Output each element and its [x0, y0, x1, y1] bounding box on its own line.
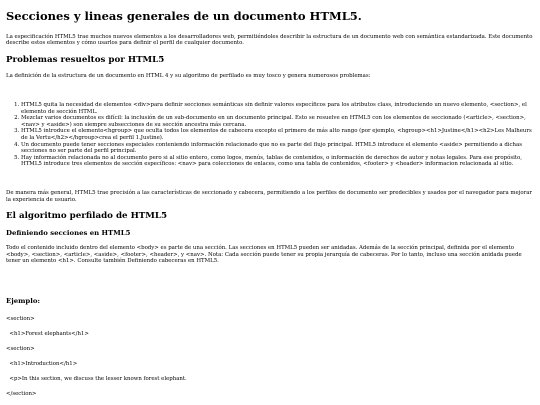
code-line: <section> [6, 315, 35, 322]
section-heading-problems: Problemas resueltos por HTML5 [6, 54, 165, 65]
code-line: <h1>Introduction</h1> [6, 360, 78, 367]
code-example [6, 316, 534, 398]
code-line: </section> [6, 391, 37, 398]
code-line: <section> [6, 345, 35, 352]
list-item: 4. Un documento puede tener secciones especiales conteniendo información relacionado que no es parte del flujo principal. HTML5 introduce el elemento <aside> permitiendo a dichas secciones no ser parte del perfil principal. [21, 142, 534, 155]
section-heading-algorithm: El algoritmo perfilado de HTML5 [6, 211, 168, 222]
problems-list [6, 102, 534, 168]
intro-paragraph: La especificación HTML5 trae muchos nuevos elementos a los desarrolladores web, permitiéndoles describir la estructura de un documento web con semántica estandarizada. Este documento describe estos elementos y cómo usarlos para definir el perfil de cualquier documento. [6, 33, 533, 47]
summary-paragraph: De manera más general, HTML5 trae precisión a las características de seccionado y cabecera, permitiendo a los perfiles de documento ser predecibles y usados por el navegador para mejorar la experiencia de usuario. [6, 189, 533, 203]
list-item: 1. HTML5 quita la necesidad de elementos <div>para definir secciones semánticas sin definir valores específicos para los atributos class, introduciendo un nuevo elemento, <section>, el elemento de sección HTML. [21, 102, 534, 115]
code-line: <p>In this section, we discuss the lesser known forest elephant. [6, 376, 187, 383]
document-title: Secciones y lineas generales de un documento HTML5. [6, 9, 362, 23]
problems-lead-paragraph: La definición de la estructura de un documento en HTML 4 y su algoritmo de perfilado es muy tosco y genera numerosos problemas: [6, 73, 371, 80]
list-item: 5. Hay información relacionada no al documento pero si al sitio entero, como logos, menús, tablas de contenidos, o información de derechos de autor y notas legales. Para ese propósito, HTML5 introduce tres elementos de sección específicos: <nav> para colecciones de enlaces, como una tabla de contenidos, <footer> y <header> informacion relacionada al sitio. [21, 155, 534, 168]
example-label: Ejemplo: [6, 297, 40, 306]
code-line: <h1>Forest elephants</h1> [6, 330, 89, 337]
defining-sections-paragraph: Todo el contenido incluido dentro del elemento <body> es parte de una sección. Las secciones en HTML5 pueden ser anidadas. Además de la sección principal, definida por el elemento <body>, <section>, <article>, <aside>, <footer>, <header>, y <nav>. Nota: Cada sección puede tener su propia jerarquía de cabeceras. Por lo tanto, incluso una sección anidada puede tener un elemento <h1>. Consulte también Definiendo cabeceras en HTML5. [6, 245, 522, 265]
list-item: 3. HTML5 introduce el elemento<hgroup> que oculta todos los elementos de cabecera excepto el primero de más alto rango (por ejemplo, <hgroup><h1>Justine</h1><h2>Les Malheurs de la Vertu</h2></hgroup>crea el perfil 1.Justine). [21, 128, 534, 141]
list-item: 2. Mezclar varios documentos es difícil: la inclusión de un sub-documento en un documento principal. Esto se resuelve en HTML5 con los elementos de seccionado (<article>, <section>, <nav> y <aside>) son siempre subsecciones de su sección ancestra más cercana. [21, 115, 534, 128]
subheading-defining-sections: Definiendo secciones en HTML5 [6, 228, 131, 237]
